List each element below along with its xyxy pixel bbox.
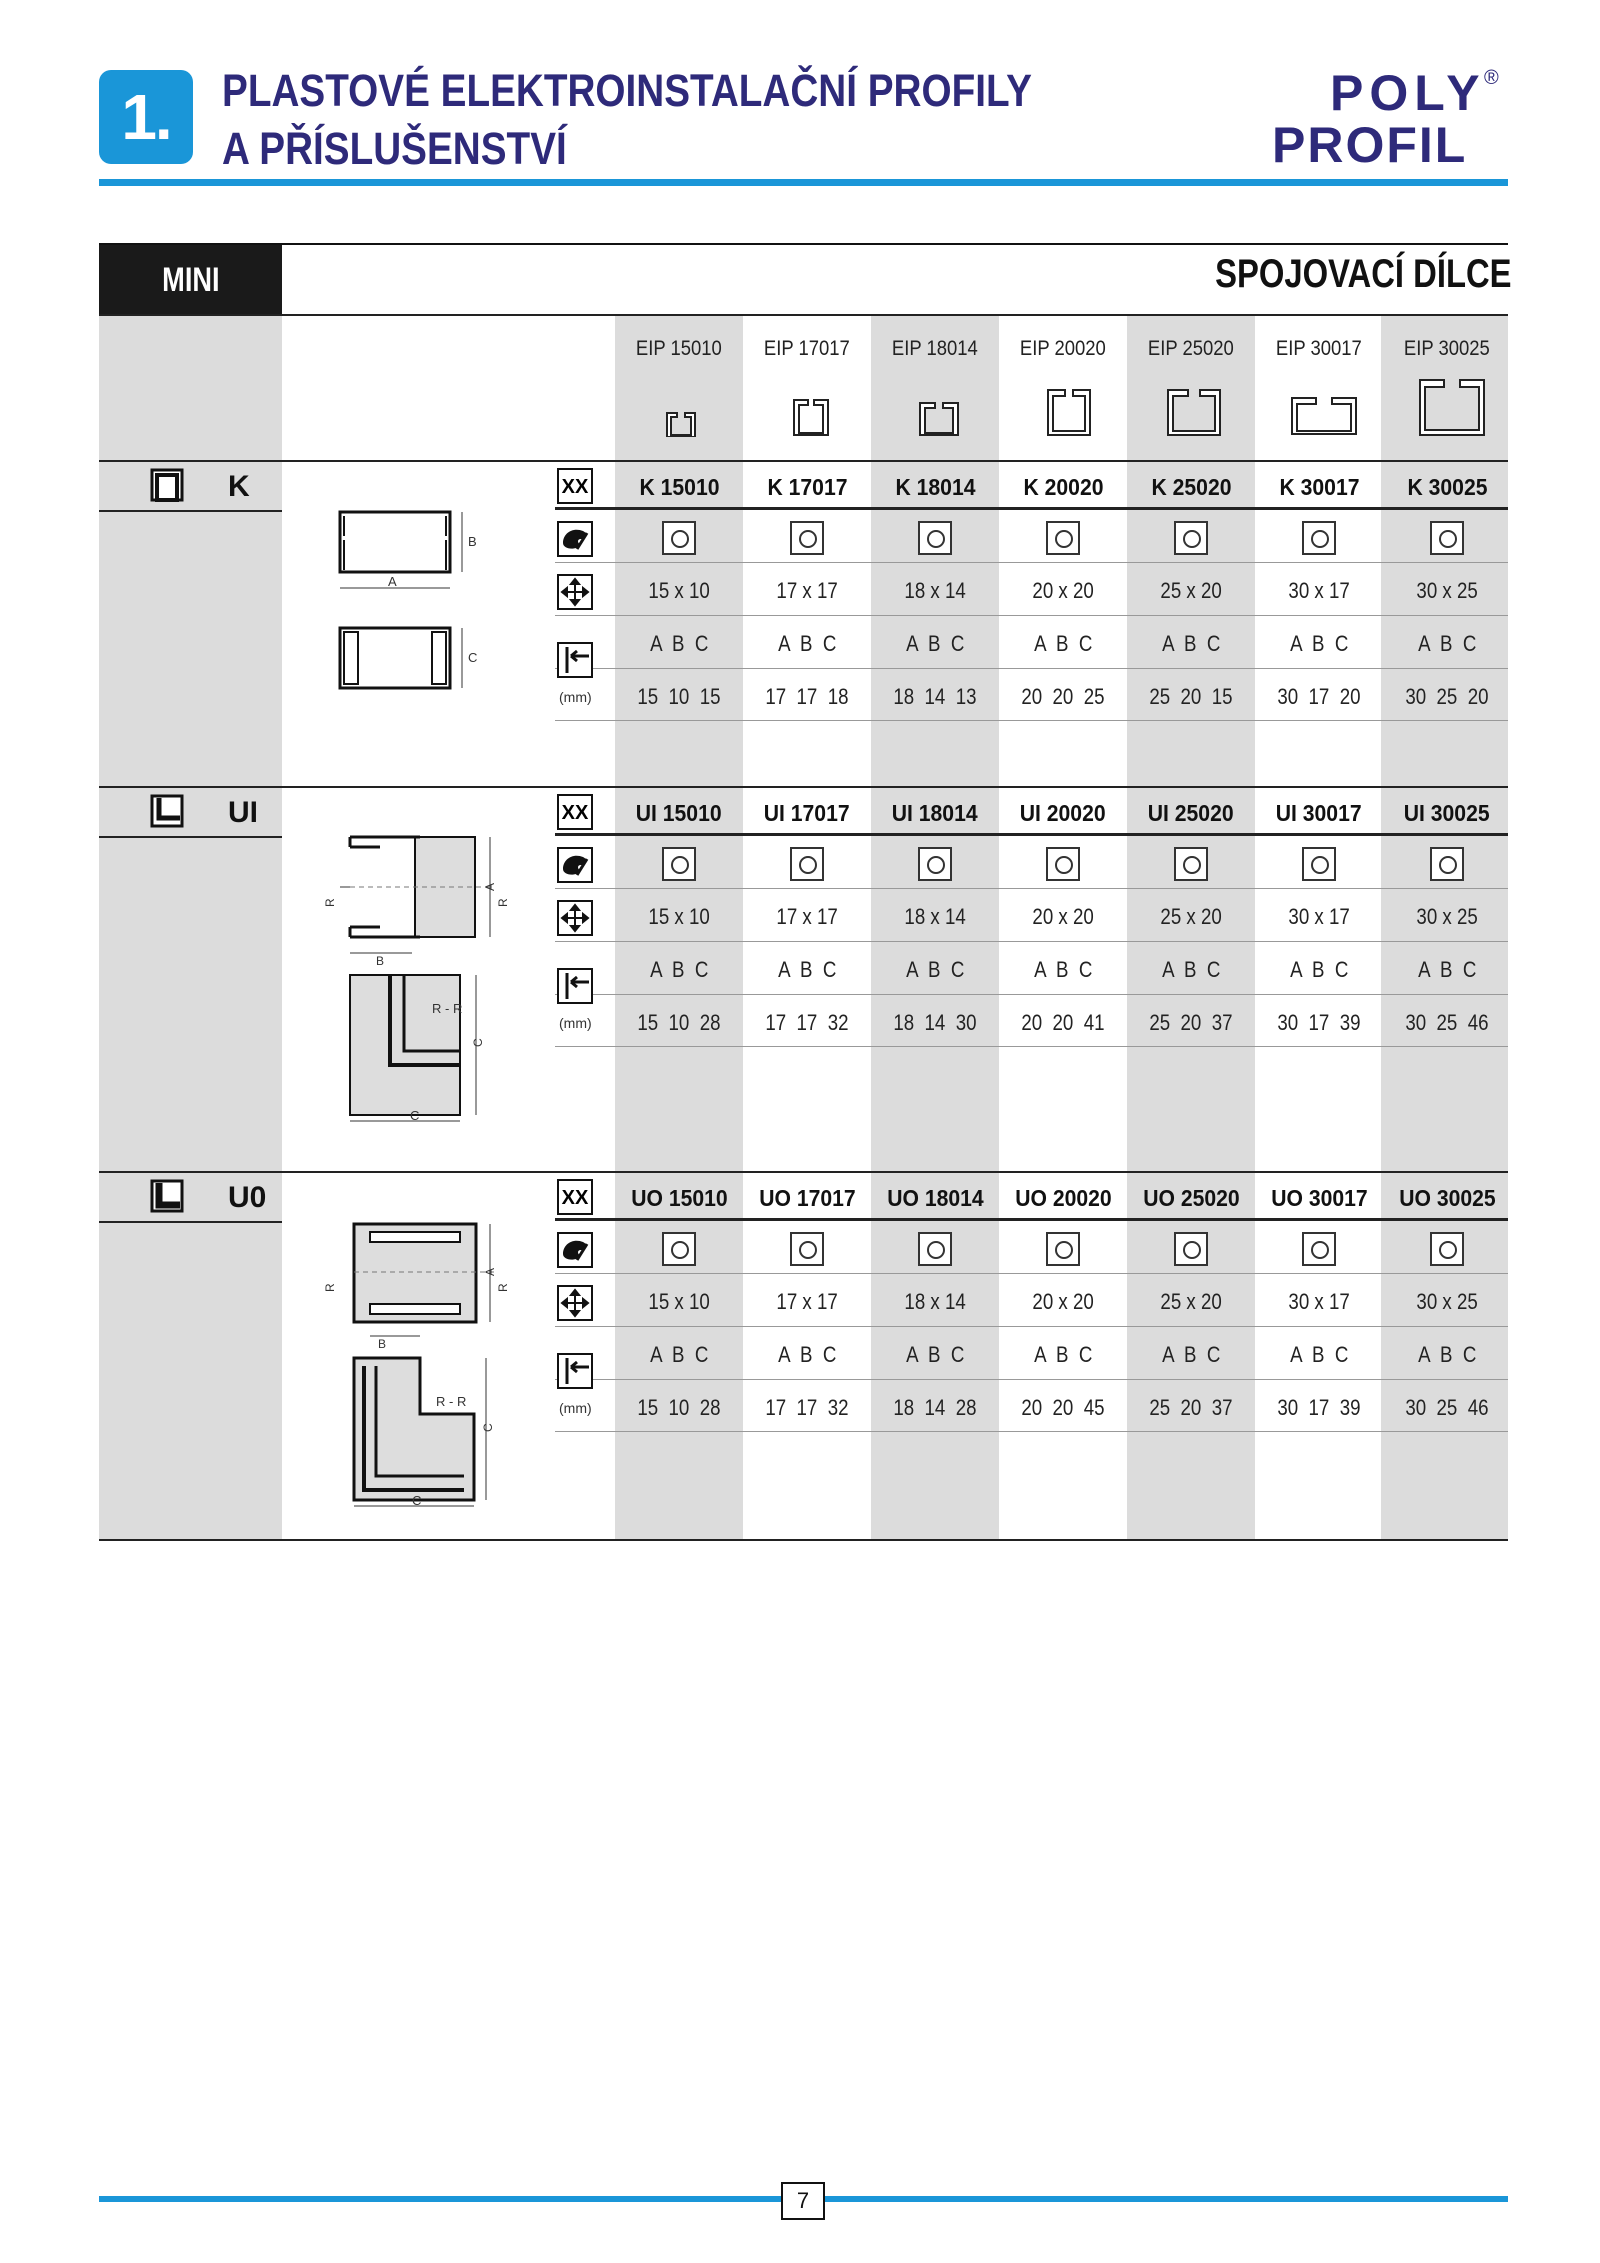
color-swatch [1046,521,1080,555]
profile-header: EIP 30025 [1404,337,1490,360]
section-label: K [228,470,250,503]
dims-cell: 17 17 32 [765,1010,849,1035]
header-rule [99,179,1508,186]
dims-cell: 20 20 41 [1021,1010,1105,1035]
profile-section-icon [1166,386,1222,436]
code-row-rule [555,1218,1508,1221]
abc-header: A B C [777,631,837,656]
abc-header: A B C [649,957,709,982]
color-swatch [918,521,952,555]
chapter-number: 1. [99,70,193,164]
product-code: UI 25020 [1148,800,1234,826]
product-code: UO 20020 [1014,1185,1112,1211]
abc-header: A B C [649,631,709,656]
section-rr-label: R - R [432,1001,463,1016]
profile-section-icon [1418,376,1486,436]
color-swatch [1174,1232,1208,1266]
dim-a-label: A [388,574,397,589]
dims-cell: 18 14 13 [893,684,977,709]
abc-header: A B C [1161,957,1221,982]
profile-header: EIP 17017 [764,337,850,360]
size-cell: 17 x 17 [776,1289,838,1314]
page-title [222,62,1032,178]
dims-cell: 20 20 45 [1021,1395,1105,1420]
abc-header: A B C [1417,1342,1477,1367]
profile-header: EIP 20020 [1020,337,1106,360]
dim-a-label: A [483,882,497,891]
color-swatch [790,1232,824,1266]
product-code: K 15010 [638,474,720,500]
abc-header: A B C [905,1342,965,1367]
abc-header: A B C [1289,1342,1349,1367]
size-cell: 30 x 25 [1416,578,1478,603]
dims-cell: 30 17 20 [1277,684,1361,709]
move-arrows-icon [557,574,593,610]
inner-corner-icon [150,794,184,828]
dimension-icon [557,968,593,1004]
dim-c-bottom-label: C [412,1493,422,1508]
outer-corner-icon [150,1179,184,1213]
coupling-k-drawing [330,500,480,700]
table-bottom-rule [99,1539,1508,1541]
size-cell: 20 x 20 [1032,904,1094,929]
color-palette-icon [557,521,593,557]
color-swatch [790,847,824,881]
title-line-2: A PŘÍSLUŠENSTVÍ [222,123,567,174]
code-symbol-icon [557,468,593,504]
profile-section-icon [918,399,960,437]
size-cell: 25 x 20 [1160,904,1222,929]
move-arrows-icon [557,1285,593,1321]
dims-cell: 30 25 46 [1405,1395,1489,1420]
dims-cell: 15 10 15 [637,684,721,709]
mm-unit: (mm) [559,1400,592,1416]
abc-header: A B C [1033,631,1093,656]
dims-cell: 25 20 37 [1149,1010,1233,1035]
abc-header: A B C [777,957,837,982]
product-code: UO 25020 [1142,1185,1240,1211]
row-rule [555,994,1508,995]
section-ui-label-rule [99,836,282,838]
dims-cell: 30 17 39 [1277,1010,1361,1035]
color-swatch [790,521,824,555]
product-code: UO 17017 [758,1185,856,1211]
code-symbol: XX [561,1187,589,1209]
dims-cell: 25 20 37 [1149,1395,1233,1420]
size-cell: 17 x 17 [776,904,838,929]
abc-header: A B C [1289,957,1349,982]
dims-cell: 30 17 39 [1277,1395,1361,1420]
section-rr-label: R - R [436,1394,467,1409]
row-rule [555,941,1508,942]
coupling-shape-icon [150,468,184,502]
product-code: K 25020 [1150,474,1232,500]
abc-header: A B C [1033,957,1093,982]
product-code: UO 18014 [886,1185,984,1211]
profile-header: EIP 30017 [1276,337,1362,360]
size-cell: 30 x 25 [1416,1289,1478,1314]
row-rule [555,668,1508,669]
abc-header: A B C [1161,1342,1221,1367]
color-swatch [1430,847,1464,881]
color-swatch [1174,521,1208,555]
dims-cell: 18 14 28 [893,1395,977,1420]
coupling-ui-drawing [320,825,530,1125]
color-swatch [1302,521,1336,555]
profile-section-icon [1290,394,1358,436]
size-cell: 15 x 10 [648,1289,710,1314]
coupling-uo-drawing [320,1210,530,1510]
code-row-rule [555,833,1508,836]
section-u0-label-rule [99,1221,282,1223]
size-cell: 20 x 20 [1032,1289,1094,1314]
color-swatch [1302,847,1336,881]
product-code: K 17017 [766,474,848,500]
row-rule [555,1326,1508,1327]
abc-header: A B C [1289,631,1349,656]
brand-logo [1270,62,1510,172]
size-cell: 18 x 14 [904,1289,966,1314]
dims-cell: 18 14 30 [893,1010,977,1035]
row-rule [555,615,1508,616]
color-swatch [1046,1232,1080,1266]
move-arrows-icon [557,900,593,936]
abc-header: A B C [1417,631,1477,656]
row-rule [555,1046,1508,1047]
profile-header: EIP 18014 [892,337,978,360]
dim-c-label: C [481,1423,495,1432]
code-symbol: XX [561,476,589,498]
row-rule [555,1273,1508,1274]
dimension-icon [557,642,593,678]
dim-r-label: R [323,898,337,907]
dim-r-label-right: R [496,898,510,907]
dim-c-bottom-label: C [410,1108,420,1123]
section-u0-top-rule [99,1171,1508,1173]
product-code: UI 15010 [636,800,722,826]
profile-header: EIP 15010 [636,337,722,360]
size-cell: 17 x 17 [776,578,838,603]
size-cell: 25 x 20 [1160,578,1222,603]
color-palette-icon [557,847,593,883]
page-number: 7 [781,2182,825,2220]
color-swatch [1430,1232,1464,1266]
section-k-top-rule [99,460,1508,462]
dims-cell: 30 25 46 [1405,1010,1489,1035]
dims-cell: 17 17 32 [765,1395,849,1420]
title-line-1: PLASTOVÉ ELEKTROINSTALAČNÍ PROFILY [222,65,1032,116]
dim-c-label: C [471,1038,485,1047]
color-swatch [1302,1232,1336,1266]
dims-cell: 20 20 25 [1021,684,1105,709]
section-label: UI [228,796,258,829]
product-code: UI 18014 [892,800,978,826]
product-code: UI 20020 [1020,800,1106,826]
mm-unit: (mm) [559,1015,592,1031]
row-rule [555,562,1508,563]
dims-cell: 25 20 15 [1149,684,1233,709]
profile-section-icon [1046,386,1092,436]
abc-header: A B C [1033,1342,1093,1367]
product-code: UO 30025 [1398,1185,1496,1211]
size-cell: 30 x 25 [1416,904,1478,929]
color-swatch [1430,521,1464,555]
row-rule [555,1431,1508,1432]
section-ui-top-rule [99,786,1508,788]
size-cell: 15 x 10 [648,904,710,929]
dim-r-label: R [323,1283,337,1292]
color-swatch [918,847,952,881]
dim-r-label-right: R [496,1283,510,1292]
dim-c-label: C [468,650,478,665]
product-code: UI 30025 [1404,800,1490,826]
section-label: U0 [228,1181,267,1214]
product-code: UI 17017 [764,800,850,826]
code-symbol: XX [561,802,589,824]
section-k-label-rule [99,510,282,512]
product-code: K 18014 [894,474,976,500]
size-cell: 20 x 20 [1032,578,1094,603]
dim-b-label: B [468,534,477,549]
color-swatch [662,521,696,555]
dim-b-label: B [376,954,385,968]
row-rule [555,1379,1508,1380]
profile-header: EIP 25020 [1148,337,1234,360]
product-code: UO 15010 [630,1185,728,1211]
header-bottom-rule [99,314,1508,316]
left-column-shade [99,315,282,1540]
profile-section-icon [792,396,830,436]
color-palette-icon [557,1232,593,1268]
table-top-rule [99,243,1508,245]
size-cell: 30 x 17 [1288,578,1350,603]
dims-cell: 15 10 28 [637,1395,721,1420]
dims-cell: 15 10 28 [637,1010,721,1035]
abc-header: A B C [1417,957,1477,982]
row-rule [555,888,1508,889]
category-label: MINI [99,245,282,315]
abc-header: A B C [905,631,965,656]
code-symbol-icon [557,794,593,830]
dim-b-label: B [378,1337,387,1351]
size-cell: 25 x 20 [1160,1289,1222,1314]
brand-top: POLY [1330,65,1486,121]
color-swatch [662,847,696,881]
dimension-icon [557,1353,593,1389]
brand-registered: ® [1484,67,1499,89]
dims-cell: 30 25 20 [1405,684,1489,709]
row-rule [555,720,1508,721]
size-cell: 18 x 14 [904,904,966,929]
profile-section-icon [665,409,697,437]
product-code: K 20020 [1022,474,1104,500]
dim-a-label: A [483,1267,497,1276]
code-row-rule [555,507,1508,510]
color-swatch [1174,847,1208,881]
product-code: K 30017 [1278,474,1360,500]
code-symbol-icon [557,1179,593,1215]
size-cell: 18 x 14 [904,578,966,603]
size-cell: 30 x 17 [1288,1289,1350,1314]
table-title: SPOJOVACÍ DÍLCE [1215,252,1512,296]
color-swatch [662,1232,696,1266]
product-code: UI 30017 [1276,800,1362,826]
abc-header: A B C [905,957,965,982]
mm-unit: (mm) [559,689,592,705]
size-cell: 30 x 17 [1288,904,1350,929]
abc-header: A B C [1161,631,1221,656]
brand-bottom: PROFIL [1272,117,1468,172]
dims-cell: 17 17 18 [765,684,849,709]
size-cell: 15 x 10 [648,578,710,603]
color-swatch [1046,847,1080,881]
product-code: K 30025 [1406,474,1488,500]
abc-header: A B C [649,1342,709,1367]
color-swatch [918,1232,952,1266]
product-code: UO 30017 [1270,1185,1368,1211]
abc-header: A B C [777,1342,837,1367]
